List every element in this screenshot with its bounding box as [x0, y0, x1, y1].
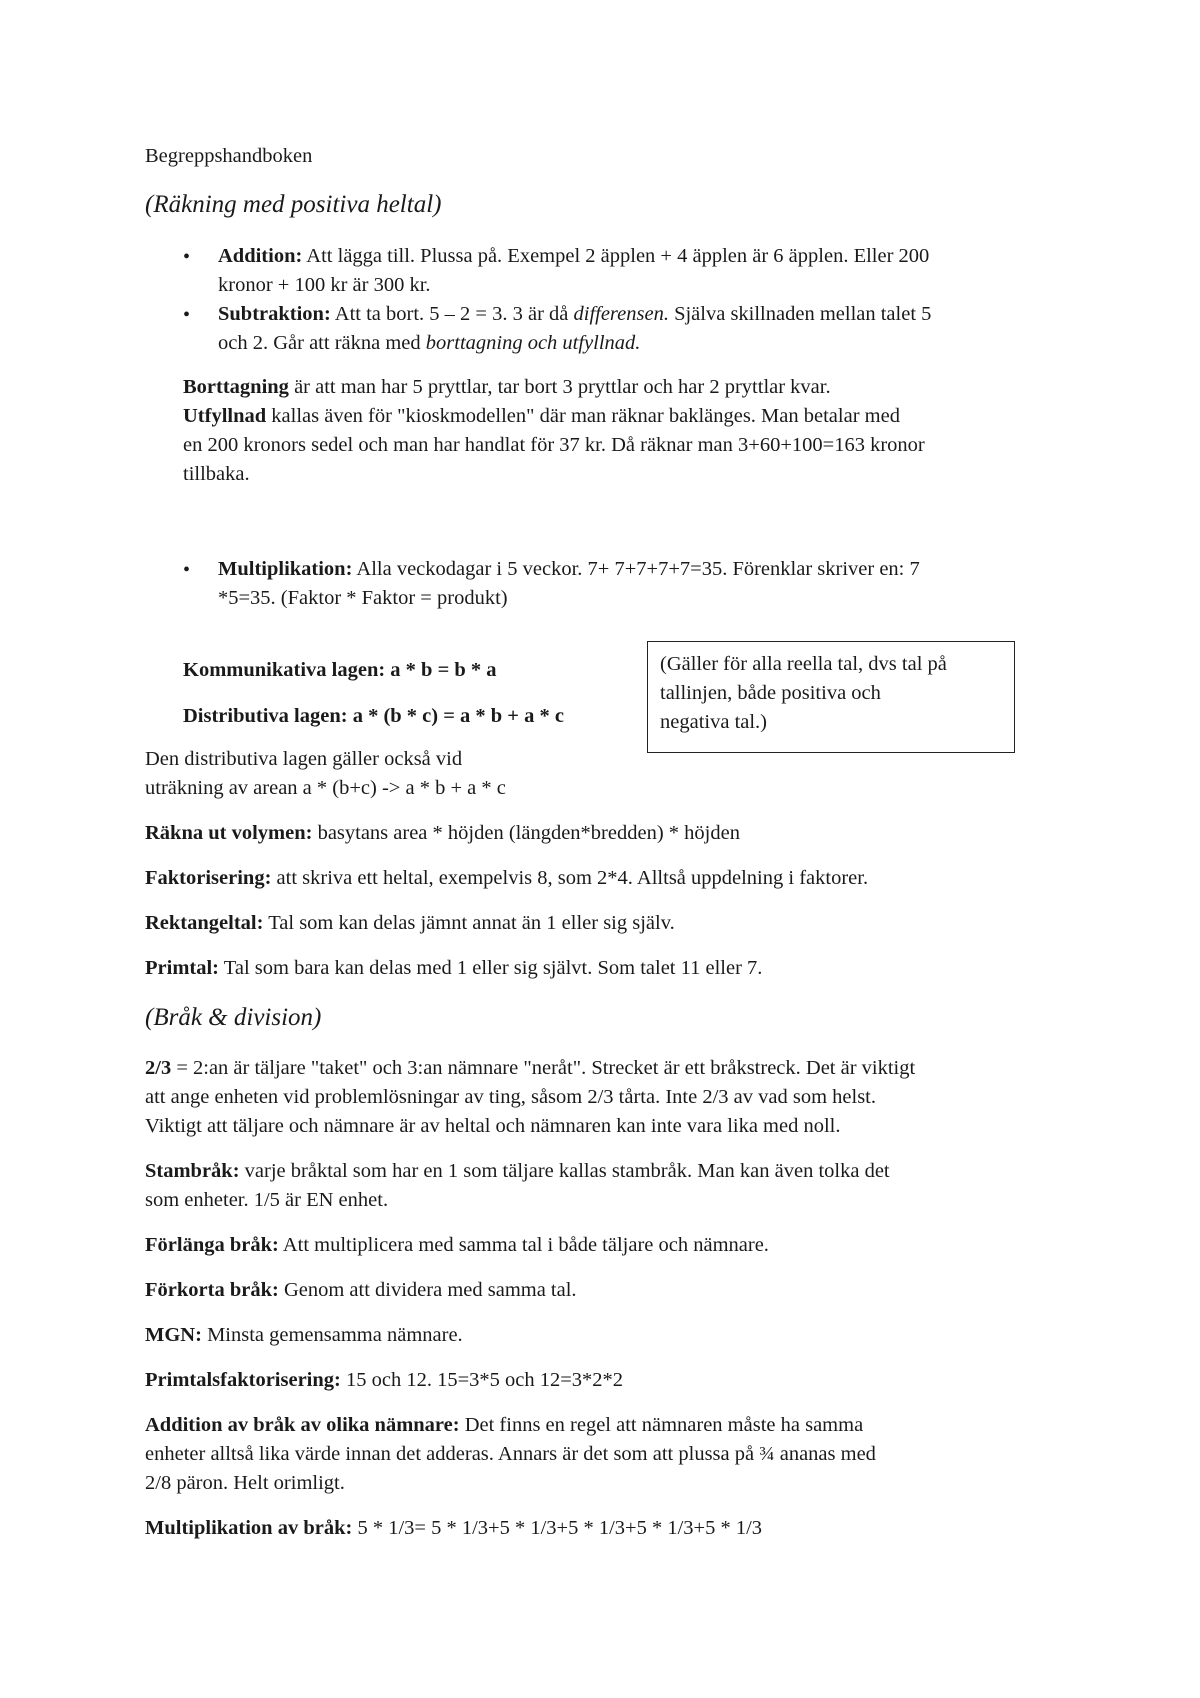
utfyllnad-line-3: tillbaka. [183, 463, 250, 485]
section-heading-positive-integers: (Räkning med positiva heltal) [145, 191, 442, 218]
forkorta-line [145, 1276, 577, 1305]
rektangeltal-line [145, 909, 675, 938]
definition-text: 15 och 12. 15=3*5 och 12=3*2*2 [340, 1369, 624, 1391]
faktorisering-line [145, 864, 868, 893]
term-label: Multiplikation: [218, 558, 353, 580]
term-label: Rektangeltal: [145, 912, 264, 934]
addition-brak-line-2: enheter alltså lika värde innan det adderas. Annars är det som att plussa på ¾ ananas med [145, 1443, 876, 1465]
stambrak-line-1 [145, 1157, 890, 1186]
forlanga-line [145, 1231, 769, 1260]
distributiva-lagen: Distributiva lagen: a * (b * c) = a * b + a * c [183, 705, 564, 727]
primtal-line [145, 954, 762, 983]
kommunikativa-lagen: Kommunikativa lagen: a * b = b * a [183, 659, 497, 681]
addition-line-2: kronor + 100 kr är 300 kr. [218, 274, 431, 296]
document-title: Begreppshandboken [145, 145, 313, 167]
multiplikation-line-2: *5=35. (Faktor * Faktor = produkt) [218, 587, 508, 609]
definition-text: varje bråktal som har en 1 som täljare kallas stambråk. Man kan även tolka det [239, 1160, 890, 1182]
subtraktion-line-1 [218, 300, 931, 329]
term-label: 2/3 [145, 1057, 172, 1079]
definition-text: Minsta gemensamma nämnare. [201, 1324, 463, 1346]
definition-text: Det finns en regel att nämnaren måste ha samma [459, 1414, 864, 1436]
utfyllnad-line-1 [183, 402, 900, 431]
definition-text: och 2. Går att räkna med [218, 332, 426, 354]
term-label: Addition: [218, 245, 303, 267]
multiplikation-brak-line [145, 1514, 762, 1543]
borttagning-line [183, 373, 831, 402]
stambrak-line-2: som enheter. 1/5 är EN enhet. [145, 1189, 389, 1211]
term-label: Faktorisering: [145, 867, 272, 889]
definition-text: Själva skillnaden mellan talet 5 [668, 303, 932, 325]
subtraktion-line-2 [218, 329, 640, 358]
volymen-line [145, 819, 740, 848]
definition-text: Genom att dividera med samma tal. [278, 1279, 577, 1301]
distributiva-note-line-1: Den distributiva lagen gäller också vid [145, 748, 463, 770]
utfyllnad-line-2: en 200 kronors sedel och man har handlat för 37 kr. Då räknar man 3+60+100=163 kronor [183, 434, 925, 456]
term-label: MGN: [145, 1324, 202, 1346]
bullet-icon: • [183, 559, 191, 581]
definition-text: Tal som kan delas jämnt annat än 1 eller sig själv. [263, 912, 675, 934]
definition-text: är att man har 5 pryttlar, tar bort 3 pryttlar och har 2 pryttlar kvar. [288, 376, 831, 398]
addition-brak-line-1 [145, 1411, 863, 1440]
term-label: Primtal: [145, 957, 219, 979]
distributiva-note-line-2: uträkning av arean a * (b+c) -> a * b + a * c [145, 777, 506, 799]
definition-text: kallas även för "kioskmodellen" där man räknar baklänges. Man betalar med [266, 405, 900, 427]
term-label: Räkna ut volymen: [145, 822, 313, 844]
definition-text: Att ta bort. 5 – 2 = 3. 3 är då [330, 303, 574, 325]
definition-text: Att multiplicera med samma tal i både täljare och nämnare. [278, 1234, 769, 1256]
fraction-line-3: Viktigt att täljare och nämnare är av heltal och nämnaren kan inte vara lika med noll. [145, 1115, 841, 1137]
term-label: Utfyllnad [183, 405, 267, 427]
note-box-line-2: tallinjen, både positiva och [660, 682, 881, 704]
term-label: Addition av bråk av olika nämnare: [145, 1414, 460, 1436]
definition-text: 5 * 1/3= 5 * 1/3+5 * 1/3+5 * 1/3+5 * 1/3+5 * 1/3 [352, 1517, 763, 1539]
addition-brak-line-3: 2/8 päron. Helt orimligt. [145, 1472, 345, 1494]
note-box-line-1: (Gäller för alla reella tal, dvs tal på [660, 653, 947, 675]
term-label: Förlänga bråk: [145, 1234, 279, 1256]
multiplikation-line-1 [218, 555, 920, 584]
note-box [647, 641, 1015, 753]
emphasis-text: borttagning och utfyllnad. [425, 332, 641, 354]
term-label: Stambråk: [145, 1160, 240, 1182]
term-label: Multiplikation av bråk: [145, 1517, 353, 1539]
definition-text: Tal som bara kan delas med 1 eller sig självt. Som talet 11 eller 7. [219, 957, 763, 979]
section-heading-fractions: (Bråk & division) [145, 1004, 322, 1031]
bullet-icon: • [183, 304, 191, 326]
mgn-line [145, 1321, 463, 1350]
definition-text: basytans area * höjden (längden*bredden) * höjden [312, 822, 740, 844]
definition-text: Alla veckodagar i 5 veckor. 7+ 7+7+7+7=35. Förenklar skriver en: 7 [352, 558, 920, 580]
definition-text: = 2:an är täljare "taket" och 3:an nämnare "neråt". Strecket är ett bråkstreck. Det är viktigt [171, 1057, 916, 1079]
definition-text: Att lägga till. Plussa på. Exempel 2 äpplen + 4 äpplen är 6 äpplen. Eller 200 [302, 245, 930, 267]
term-label: Subtraktion: [218, 303, 331, 325]
term-label: Borttagning [183, 376, 289, 398]
fraction-line-2: att ange enheten vid problemlösningar av ting, såsom 2/3 tårta. Inte 2/3 av vad som helst. [145, 1086, 876, 1108]
note-box-line-3: negativa tal.) [660, 711, 768, 733]
definition-text: att skriva ett heltal, exempelvis 8, som 2*4. Alltså uppdelning i faktorer. [271, 867, 869, 889]
addition-line-1 [218, 242, 929, 271]
emphasis-text: differensen. [573, 303, 669, 325]
bullet-icon: • [183, 246, 191, 268]
term-label: Förkorta bråk: [145, 1279, 279, 1301]
term-label: Primtalsfaktorisering: [145, 1369, 341, 1391]
primtalsfaktorisering-line [145, 1366, 623, 1395]
fraction-line-1 [145, 1054, 915, 1083]
